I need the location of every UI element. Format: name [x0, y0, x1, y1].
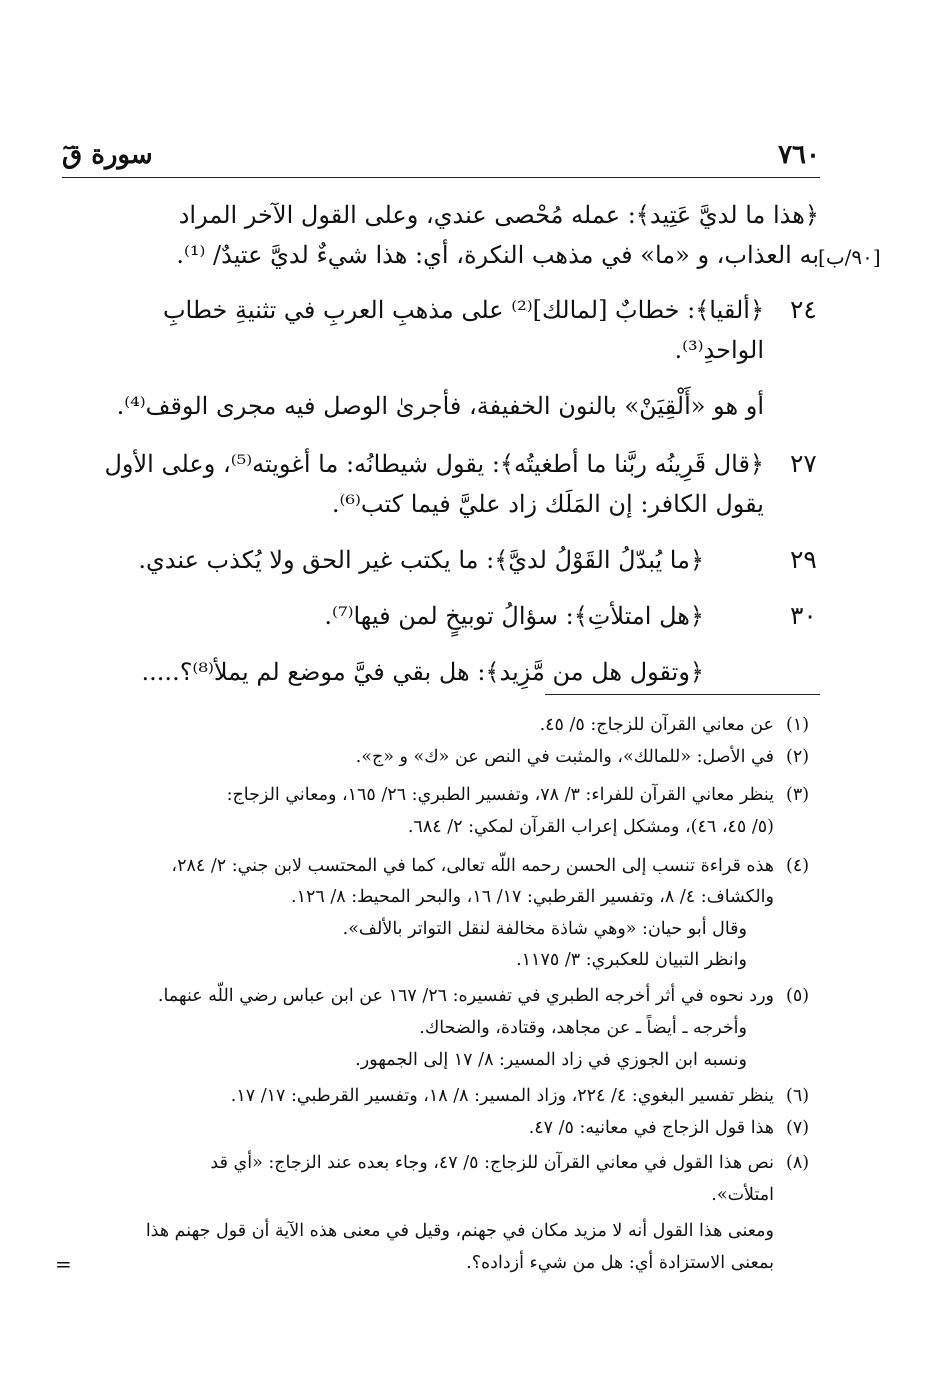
verse-number: ٢٧: [790, 449, 817, 478]
footnote-number: (٢): [786, 747, 810, 767]
continuation-mark: =: [55, 1252, 72, 1276]
text-line-1: ﴿هذا ما لديَّ عَتِيد﴾: عمله مُحْصى عندي، وعلى القول الآخر المراد: [178, 201, 819, 229]
footnote-line: هذه قراءة تنسب إلى الحسن رحمه اللّه تعالى، كما في المحتسب لابن جني: ٢/ ٢٨٤،: [171, 856, 774, 876]
footnote-line: ورد نحوه في أثر أخرجه الطبري في تفسيره: ٢٦/ ١٦٧ عن ابن عباس رضي اللّه عنهما.: [157, 986, 774, 1006]
text-line-5: أو هو «أَلْقِيَنْ» بالنون الخفيفة، فأجرىٰ الوصل فيه مجرى الوقف⁽⁴⁾.: [116, 392, 764, 420]
text-line-6: ﴿قال قَرِينُه ربَّنا ما أطغيتُه﴾: يقول شيطانُه: ما أغويته⁽⁵⁾، وعلى الأول: [104, 450, 764, 478]
footnote-number: (٥): [786, 986, 810, 1006]
surah-title: سورة قٓ: [62, 140, 153, 170]
footnote-line: وأخرجه ـ أيضاً ـ عن مجاهد، وقتادة، والضحاك.: [419, 1018, 747, 1038]
text-line-8: ﴿ما يُبدّلُ القَوْلُ لديَّ﴾: ما يكتب غير الحق ولا يُكذب عندي.: [138, 546, 704, 574]
footnote-line: في الأصل: «للمالك»، والمثبت في النص عن «ك» و «ج».: [355, 747, 774, 767]
footnote-divider: [545, 694, 820, 695]
page-header: [62, 140, 820, 174]
footnote-line: ومعنى هذا القول أنه لا مزيد مكان في جهنم، وقيل في معنى هذه الآية أن قول جهنم هذا: [145, 1221, 774, 1241]
footnote-line: (٥/ ٤٥، ٤٦)، ومشكل إعراب القرآن لمكي: ٢/ ٦٨٤.: [407, 817, 774, 837]
manuscript-folio-mark: [٩٠/ب]: [818, 245, 881, 269]
footnote-line: ينظر معاني القرآن للفراء: ٣/ ٧٨، وتفسير الطبري: ٢٦/ ١٦٥، ومعاني الزجاج:: [226, 785, 774, 805]
text-line-9: ﴿هل امتلأتِ﴾: سؤالُ توبيخٍ لمن فيها⁽⁷⁾.: [324, 602, 704, 630]
footnote-line: ينظر تفسير البغوي: ٤/ ٢٢٤، وزاد المسير: ٨/ ١٨، وتفسير القرطبي: ١٧/ ١٧.: [230, 1086, 774, 1106]
footnote-line: وقال أبو حيان: «وهي شاذة مخالفة لنقل التواتر بالألف».: [342, 919, 747, 939]
page-number: ٧٦٠: [778, 140, 820, 170]
footnote-number: (٦): [786, 1086, 810, 1106]
footnote-line: امتلأت».: [711, 1185, 774, 1205]
footnote-number: (٨): [786, 1153, 810, 1173]
footnote-number: (٣): [786, 785, 810, 805]
text-line-7: يقول الكافر: إن المَلَك زاد عليَّ فيما كتب⁽⁶⁾.: [331, 490, 764, 518]
text-line-3: ﴿ألقيا﴾: خطابٌ [لمالك]⁽²⁾ على مذهبِ العربِ في تثنيةِ خطابِ: [162, 296, 764, 324]
text-line-4: الواحدِ⁽³⁾.: [674, 336, 764, 364]
text-line-2: به العذاب، و «ما» في مذهب النكرة، أي: هذا شيءٌ لديَّ عتيدٌ/ ⁽¹⁾.: [176, 241, 819, 269]
footnote-number: (٧): [786, 1118, 810, 1138]
header-divider: [62, 177, 820, 178]
footnote-line: ونسبه ابن الجوزي في زاد المسير: ٨/ ١٧ إلى الجمهور.: [355, 1050, 747, 1070]
footnote-line: عن معاني القرآن للزجاج: ٥/ ٤٥.: [539, 715, 774, 735]
footnote-line: هذا قول الزجاج في معانيه: ٥/ ٤٧.: [528, 1118, 774, 1138]
footnote-line: والكشاف: ٤/ ٨، وتفسير القرطبي: ١٧/ ١٦، والبحر المحيط: ٨/ ١٢٦.: [291, 887, 774, 907]
verse-number: ٢٩: [790, 545, 817, 574]
footnote-line: نص هذا القول في معاني القرآن للزجاج: ٥/ ٤٧، وجاء بعده عند الزجاج: «أي قد: [210, 1153, 774, 1173]
footnote-line: وانظر التبيان للعكبري: ٣/ ١١٧٥.: [516, 950, 747, 970]
footnote-line: بمعنى الاستزادة أي: هل من شيء أزداده؟.: [466, 1253, 774, 1273]
verse-number: ٣٠: [790, 601, 817, 630]
footnote-number: (١): [786, 715, 810, 735]
footnote-number: (٤): [786, 856, 810, 876]
verse-number: ٢٤: [790, 295, 817, 324]
text-line-10: ﴿وتقول هل من مَّزِيد﴾: هل بقي فيَّ موضع لم يملأ⁽⁸⁾؟.....: [141, 658, 704, 686]
